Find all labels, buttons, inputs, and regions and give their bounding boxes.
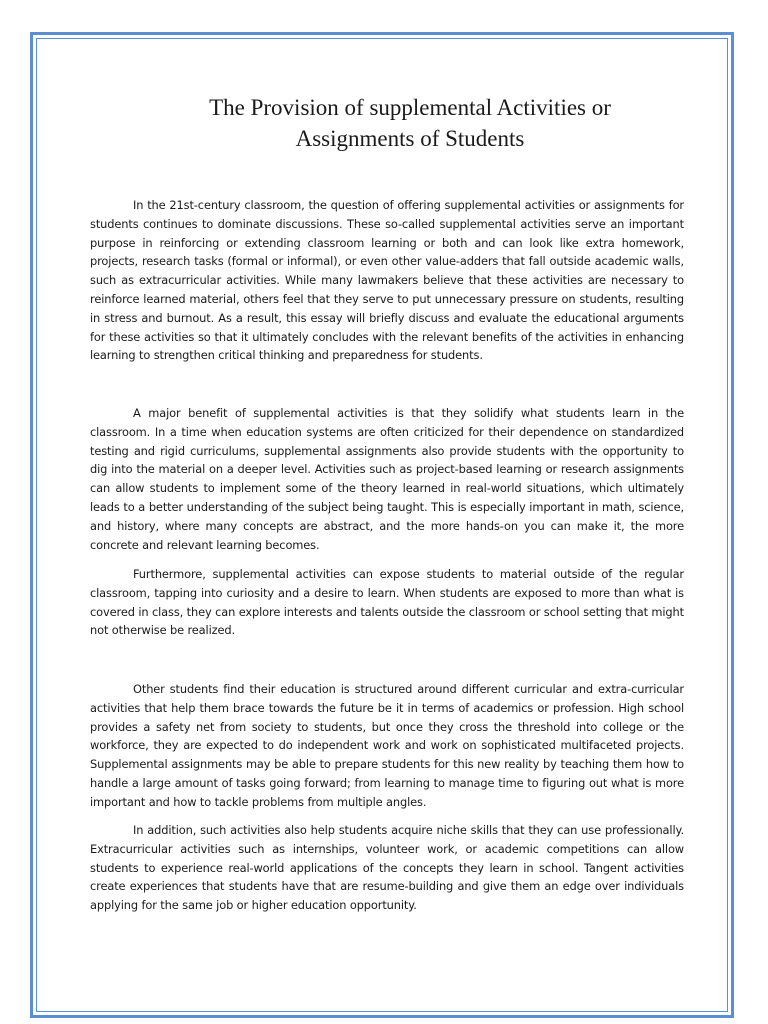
document-title (150, 92, 670, 154)
paragraph-benefit: A major benefit of supplemental activities is that they solidify what students learn in the classroom. In a time when education systems are often criticized for their dependence on standardized testing and rigid curriculums, supplemental assignments also provide students with the opportunity to dig into the material on a deeper level. Activities such as project-based learning or research assignments can allow students to implement some of the theory learned in real-world situations, which ultimately leads to a better understanding of the subject being taught. This is especially important in math, science, and history, where many concepts are abstract, and the more hands-on you can make it, the more concrete and relevant learning becomes. (90, 406, 684, 552)
paragraph-skills: In addition, such activities also help students acquire niche skills that they can use professionally. Extracurricular activities such as internships, volunteer work, or academic competitions can allow students to experience real-world applications of the concepts they learn in school. Tangent activities create experiences that students have that are resume-building and give them an edge over individuals applying for the same job or higher education opportunity. (90, 823, 684, 913)
paragraph-furthermore: Furthermore, supplemental activities can expose students to material outside of the regular classroom, tapping into curiosity and a desire to learn. When students are exposed to more than what is covered in class, they can explore interests and talents outside the classroom or school setting that might not otherwise be realized. (90, 567, 684, 638)
title-line-2: Assignments of Students (295, 126, 525, 151)
paragraph-intro: In the 21st-century classroom, the question of offering supplemental activities or assignments for students continues to dominate discussions. These so-called supplemental activities serve an important purpose in reinforcing or extending classroom learning or both and can look like extra homework, projects, research tasks (formal or informal), or even other value-adders that fall outside academic walls, such as extracurricular activities. While many lawmakers believe that these activities are necessary to reinforce learned material, others feel that they serve to put unnecessary pressure on students, resulting in stress and burnout. As a result, this essay will briefly discuss and evaluate the educational arguments for these activities so that it ultimately concludes with the relevant benefits of the activities in enhancing learning to strengthen critical thinking and preparedness for students. (90, 198, 684, 363)
title-line-1: The Provision of supplemental Activities or (209, 95, 611, 120)
paragraph-preparedness: Other students find their education is structured around different curricular and extra-curricular activities that help them brace towards the future be it in terms of academics or profession. High school provides a safety net from society to students, but once they cross the threshold into college or the workforce, they are expected to do independent work and work on sophisticated multifaceted projects. Supplemental assignments may be able to prepare students for this new reality by teaching them how to handle a large amount of tasks going forward; from learning to manage time to figuring out what is more important and how to tackle problems from multiple angles. (90, 682, 684, 809)
